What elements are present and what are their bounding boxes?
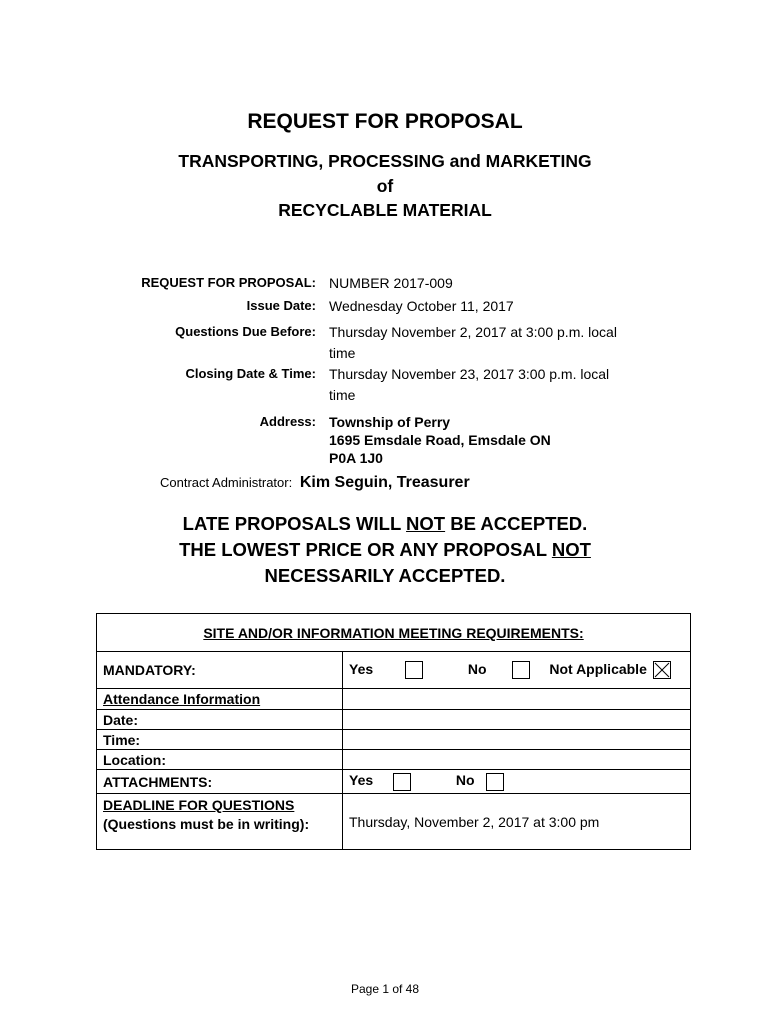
- contract-administrator-value: Kim Seguin, Treasurer: [299, 474, 470, 491]
- mandatory-yes-checkbox[interactable]: [405, 661, 423, 679]
- questions-due-value-line-2: time: [329, 345, 356, 361]
- location-label: Location:: [97, 750, 343, 770]
- issue-date-value: Wednesday October 11, 2017: [329, 298, 514, 314]
- deadline-label: [97, 794, 343, 850]
- mandatory-label: MANDATORY:: [97, 652, 343, 689]
- date-value: [343, 710, 691, 730]
- subtitle-line-3: RECYCLABLE MATERIAL: [278, 200, 492, 220]
- warning-line-2: [0, 537, 770, 563]
- table-header-text: SITE AND/OR INFORMATION MEETING REQUIREMENTS:: [203, 624, 584, 641]
- mandatory-no-label: No: [467, 660, 487, 677]
- document-title: REQUEST FOR PROPOSAL: [247, 110, 523, 133]
- attendance-label-cell: [97, 689, 343, 710]
- time-value: [343, 730, 691, 750]
- questions-due-value: [329, 322, 617, 364]
- address-value: [329, 413, 551, 467]
- deadline-label-line-2: (Questions must be in writing):: [103, 816, 310, 832]
- table-header: [97, 614, 691, 652]
- warning-line-1-end: BE ACCEPTED.: [445, 513, 588, 534]
- attendance-label: Attendance Information: [103, 691, 261, 707]
- contract-administrator-label: Contract Administrator:: [160, 475, 293, 490]
- warning-emphasis-not-2: NOT: [551, 539, 591, 560]
- closing-date-value: [329, 364, 609, 406]
- table-row-location: [97, 750, 691, 770]
- questions-due-value-line-1: Thursday November 2, 2017 at 3:00 p.m. local: [329, 324, 617, 340]
- table-row-date: [97, 710, 691, 730]
- attachments-no-checkbox[interactable]: [486, 773, 504, 791]
- table-row-deadline: [97, 794, 691, 850]
- subtitle-line-2: of: [376, 176, 394, 196]
- table-row-attachments: [97, 770, 691, 794]
- attachments-options: [343, 770, 691, 794]
- attachments-no-label: No: [455, 772, 475, 789]
- address-line-3: P0A 1J0: [329, 450, 383, 466]
- address-line-1: Township of Perry: [329, 414, 451, 430]
- warning-line-2-start: THE LOWEST PRICE OR ANY PROPOSAL: [179, 539, 552, 560]
- table-row-attendance: [97, 689, 691, 710]
- deadline-label-line-1: DEADLINE FOR QUESTIONS: [103, 797, 295, 813]
- table-row-mandatory: [97, 652, 691, 689]
- warning-line-3: NECESSARILY ACCEPTED.: [264, 565, 506, 586]
- mandatory-no-checkbox[interactable]: [512, 661, 530, 679]
- location-value: [343, 750, 691, 770]
- address-line-2: 1695 Emsdale Road, Emsdale ON: [329, 432, 551, 448]
- check-x-icon: [654, 662, 670, 678]
- time-label: Time:: [97, 730, 343, 750]
- page-number: Page 1 of 48: [350, 982, 420, 996]
- rfp-value: NUMBER 2017-009: [329, 275, 453, 291]
- rfp-label: REQUEST FOR PROPOSAL:: [141, 275, 316, 290]
- closing-date-label: Closing Date & Time:: [185, 366, 316, 381]
- date-label: Date:: [97, 710, 343, 730]
- meeting-requirements-table: [96, 613, 691, 850]
- subtitle-line-1: TRANSPORTING, PROCESSING and MARKETING: [178, 151, 592, 171]
- attachments-yes-checkbox[interactable]: [393, 773, 411, 791]
- issue-date-label: Issue Date:: [246, 298, 316, 313]
- closing-date-value-line-2: time: [329, 387, 356, 403]
- attendance-value: [343, 689, 691, 710]
- closing-date-value-line-1: Thursday November 23, 2017 3:00 p.m. local: [329, 366, 610, 382]
- mandatory-not-applicable-checkbox[interactable]: [653, 661, 671, 679]
- attachments-label: ATTACHMENTS:: [97, 770, 343, 794]
- table-row-time: [97, 730, 691, 750]
- contract-administrator: [160, 474, 470, 492]
- warning-line-1: [0, 511, 770, 537]
- mandatory-options: [343, 652, 691, 689]
- questions-due-label: Questions Due Before:: [175, 324, 316, 339]
- warning-line-1-start: LATE PROPOSALS WILL: [182, 513, 407, 534]
- late-proposals-warning: [0, 511, 770, 589]
- address-label: Address:: [259, 414, 316, 429]
- mandatory-not-applicable-label: Not Applicable: [549, 660, 647, 677]
- warning-emphasis-not: NOT: [406, 513, 446, 534]
- mandatory-yes-label: Yes: [349, 660, 374, 677]
- attachments-yes-label: Yes: [349, 772, 374, 789]
- deadline-value: Thursday, November 2, 2017 at 3:00 pm: [343, 794, 691, 850]
